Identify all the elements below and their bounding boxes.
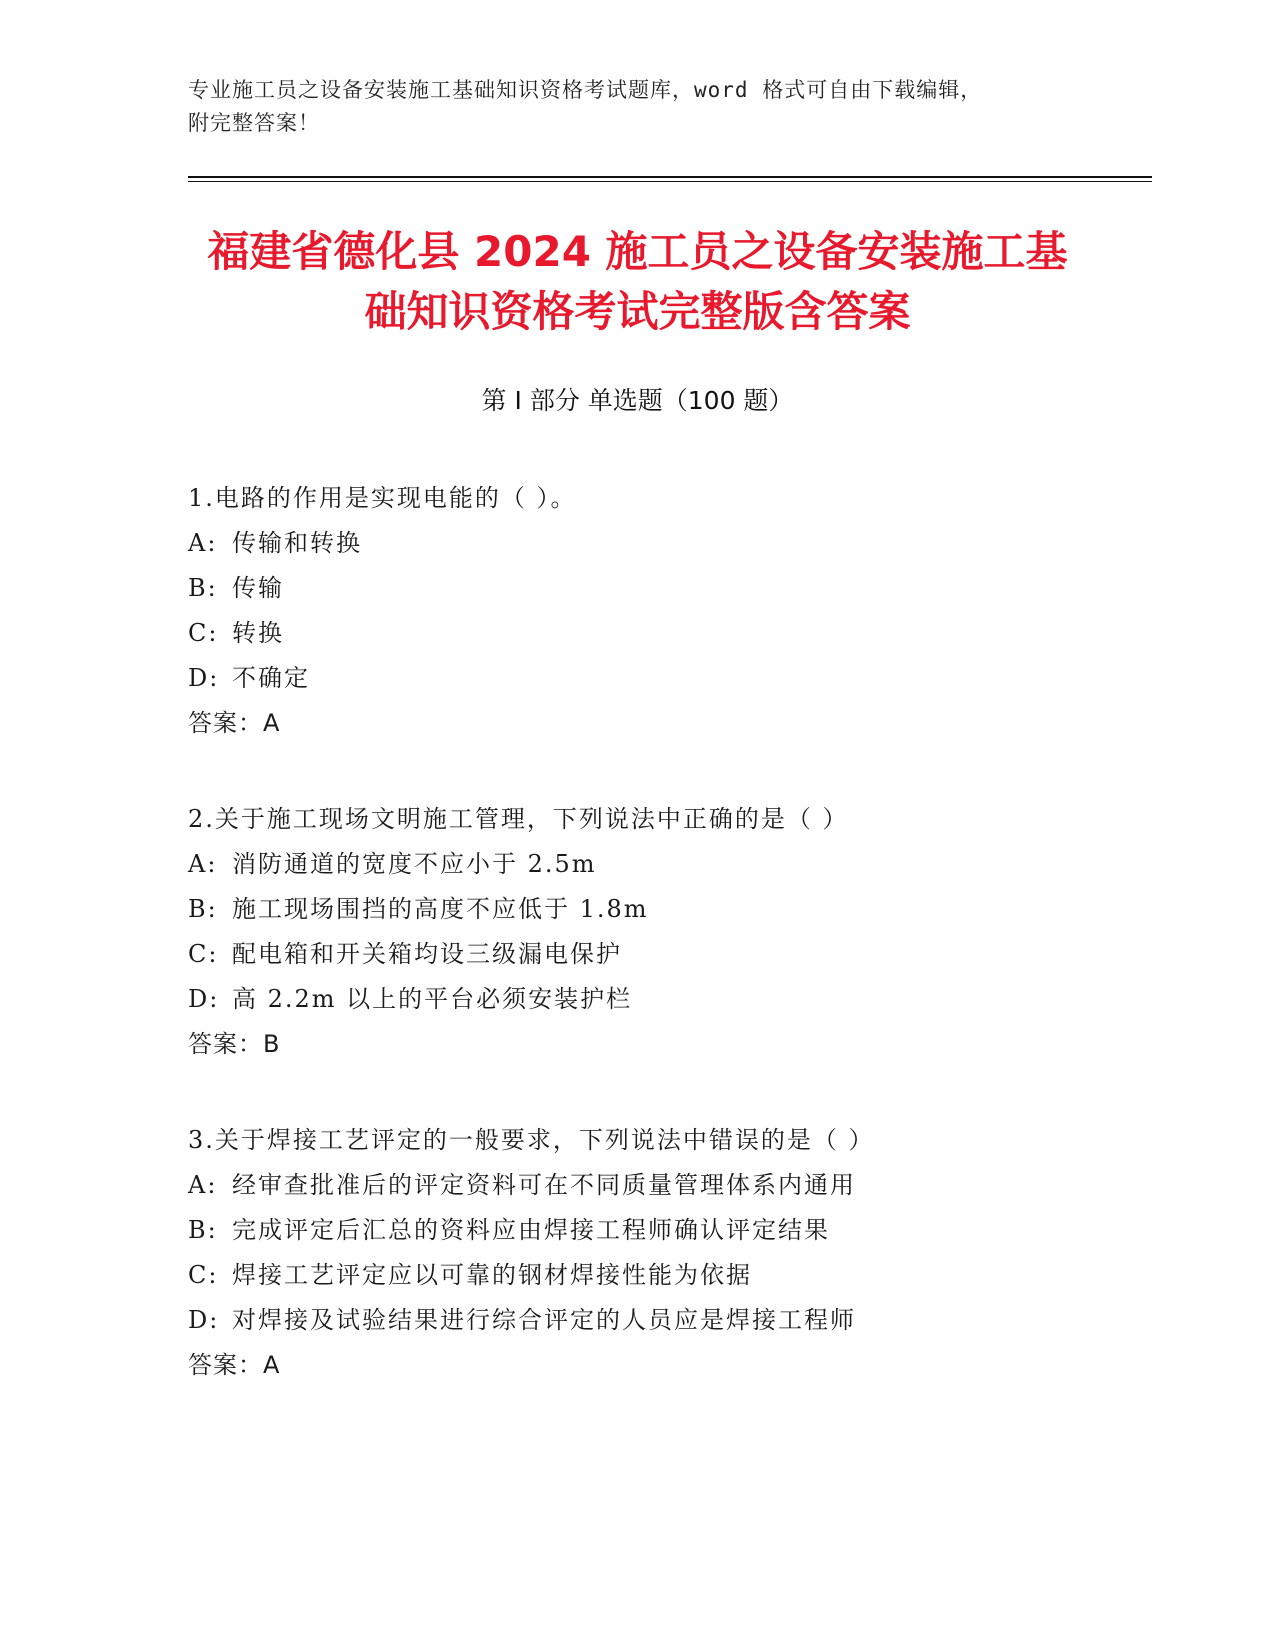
document-title-line-1: 福建省德化县 2024 施工员之设备安装施工基 (207, 227, 1068, 276)
header-note-line-2: 附完整答案！ (188, 111, 320, 135)
option-prefix: C: (188, 1261, 219, 1289)
option-text: 施工现场围挡的高度不应低于 1.8m (232, 895, 649, 923)
option-text: 对焊接及试验结果进行综合评定的人员应是焊接工程师 (232, 1306, 856, 1334)
answer: 答案：B (188, 1030, 281, 1058)
header-divider-thin (188, 181, 1152, 182)
option-text: 消防通道的宽度不应小于 2.5m (232, 850, 597, 878)
option-c (188, 1253, 1148, 1298)
option-prefix: A: (188, 850, 218, 878)
question-list (188, 476, 1148, 1439)
document-title-line-2: 础知识资格考试完整版含答案 (364, 287, 911, 336)
option-prefix: D: (188, 1306, 220, 1334)
option-text: 转换 (232, 619, 284, 647)
question-1 (188, 476, 1148, 746)
option-text: 焊接工艺评定应以可靠的钢材焊接性能为依据 (232, 1261, 752, 1289)
option-prefix: C: (188, 940, 219, 968)
option-prefix: B: (188, 895, 218, 923)
option-a (188, 1163, 1148, 1208)
question-stem: 3.关于焊接工艺评定的一般要求，下列说法中错误的是（ ） (188, 1126, 875, 1154)
header-note (188, 74, 1088, 140)
option-text: 完成评定后汇总的资料应由焊接工程师确认评定结果 (232, 1216, 830, 1244)
option-c (188, 932, 1148, 977)
option-c (188, 611, 1148, 656)
answer: 答案：A (188, 1351, 281, 1379)
option-prefix: A: (188, 529, 218, 557)
option-prefix: A: (188, 1171, 218, 1199)
question-3 (188, 1118, 1148, 1388)
section-heading: 第 I 部分 单选题（100 题） (481, 386, 794, 415)
option-d (188, 656, 1148, 701)
option-text: 传输和转换 (232, 529, 362, 557)
question-2 (188, 797, 1148, 1067)
option-prefix: D: (188, 664, 220, 692)
option-d (188, 1298, 1148, 1343)
option-prefix: C: (188, 619, 219, 647)
option-prefix: B: (188, 574, 218, 602)
option-text: 不确定 (232, 664, 310, 692)
document-title (150, 222, 1125, 342)
option-text: 配电箱和开关箱均设三级漏电保护 (232, 940, 622, 968)
option-d (188, 977, 1148, 1022)
header-note-line-1: 专业施工员之设备安装施工基础知识资格考试题库，word 格式可自由下载编辑， (188, 78, 983, 102)
question-stem: 1.电路的作用是实现电能的（ ）。 (188, 484, 577, 512)
answer: 答案：A (188, 709, 281, 737)
option-a (188, 842, 1148, 887)
option-b (188, 566, 1148, 611)
option-b (188, 1208, 1148, 1253)
option-prefix: B: (188, 1216, 218, 1244)
option-a (188, 521, 1148, 566)
option-text: 传输 (232, 574, 284, 602)
question-stem: 2.关于施工现场文明施工管理，下列说法中正确的是（ ） (188, 805, 849, 833)
option-prefix: D: (188, 985, 220, 1013)
header-divider-thick (188, 176, 1152, 178)
option-text: 高 2.2m 以上的平台必须安装护栏 (232, 985, 633, 1013)
option-b (188, 887, 1148, 932)
option-text: 经审查批准后的评定资料可在不同质量管理体系内通用 (232, 1171, 856, 1199)
